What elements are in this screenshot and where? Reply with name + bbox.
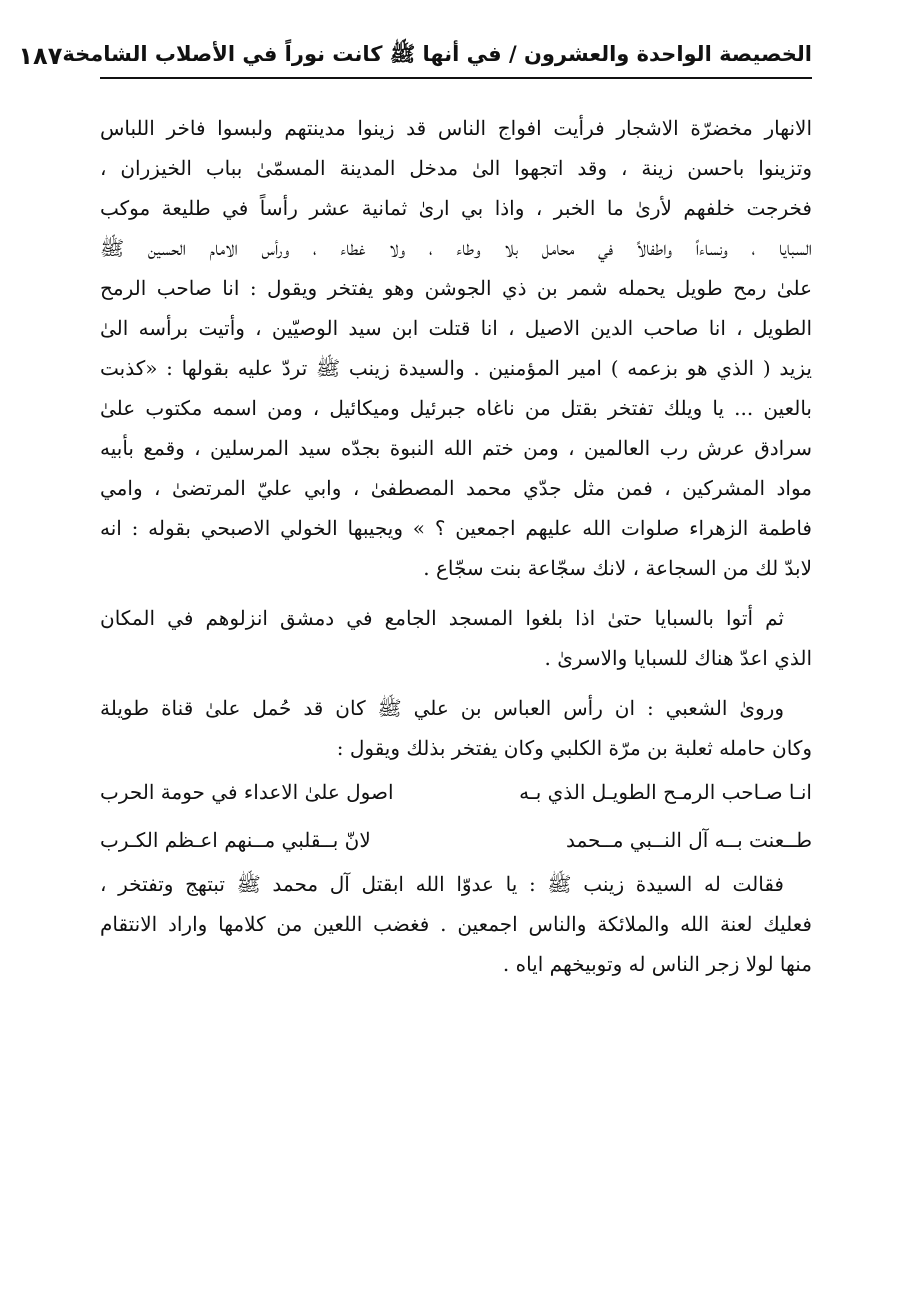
hemistich-second: لانّ بــقلبي مــنهم اعـظم الكـرب xyxy=(100,828,371,852)
text-line: ثم أتوا بالسبايا حتىٰ اذا بلغوا المسجد الجامع في دمشق انزلوهم في المكان xyxy=(100,606,784,630)
paragraph-2 xyxy=(100,598,812,678)
text-line: فاطمة الزهراء صلوات الله عليهم اجمعين ؟ » ويجيبها الخولي الاصبحي بقوله : انه xyxy=(100,516,812,540)
text-line: الطويل ، انا صاحب الدين الاصيل ، انا قتلت ابن سيد الوصيّين ، وأتيت برأسه الىٰ xyxy=(100,316,812,340)
page-number: ١٨٧ xyxy=(18,42,63,70)
running-title: الخصيصة الواحدة والعشرون / في أنها ﷺ كانت نوراً في الأصلاب الشامخة xyxy=(62,41,812,66)
text-line: الذي اعدّ هناك للسبايا والاسرىٰ . xyxy=(544,646,812,670)
page-body xyxy=(100,108,812,984)
text-line: لابدّ لك من السجاعة ، لانك سجّاعة بنت سجّاع . xyxy=(423,556,812,580)
paragraph-gap xyxy=(100,588,812,598)
poem xyxy=(100,768,812,864)
header-rule xyxy=(100,77,812,79)
text-line: فعليك لعنة الله والملائكة والناس اجمعين . فغضب اللعين من كلامها واراد الانتقام xyxy=(100,912,812,936)
text-line: سرادق عرش رب العالمين ، ومن ختم الله النبوة بجدّه سيد المرسلين ، وقمع بأبيه xyxy=(100,436,812,460)
poem-verse xyxy=(100,816,812,864)
page-header xyxy=(18,36,812,76)
paragraph-1 xyxy=(100,108,812,588)
text-line: يزيد ( الذي هو بزعمه ) امير المؤمنين . والسيدة زينب ﷺ تردّ عليه بقولها : «كذبت xyxy=(100,356,812,380)
text-line: منها لولا زجر الناس له وتوبيخهم اياه . xyxy=(502,952,812,976)
text-line: وتزينوا باحسن زينة ، وقد اتجهوا الىٰ مدخل المدينة المسمّىٰ بباب الخيزران ، xyxy=(100,156,812,180)
paragraph-4 xyxy=(100,864,812,984)
text-line: مواد المشركين ، فمن مثل جدّي محمد المصطفىٰ ، وابي عليّ المرتضىٰ ، وامي xyxy=(100,476,812,500)
text-line: الانهار مخضرّة الاشجار فرأيت افواج الناس قد زينوا مدينتهم ولبسوا فاخر اللباس xyxy=(100,116,812,140)
paragraph-3 xyxy=(100,688,812,768)
text-line: بالعين ... يا ويلك تفتخر بقتل من ناغاه جبرئيل وميكائيل ، ومن اسمه مكتوب علىٰ xyxy=(100,396,812,420)
poem-verse xyxy=(100,768,812,816)
text-line: السبايا ، ونساءاً واطفالاً في محامل بلا وطاء ، ولا غطاء ، ورأس الامام الحسين ﷺ xyxy=(100,236,812,260)
text-line: علىٰ رمح طويل يحمله شمر بن ذي الجوشن وهو يفتخر ويقول : انا صاحب الرمح xyxy=(100,276,812,300)
paragraph-gap xyxy=(100,678,812,688)
hemistich-first: انـا صـاحب الرمـح الطويـل الذي بـه xyxy=(519,780,812,804)
text-line: فقالت له السيدة زينب ﷺ : يا عدوّا الله ابقتل آل محمد ﷺ تبتهج وتفتخر ، xyxy=(100,872,784,896)
text-line: وكان حامله ثعلبة بن مرّة الكلبي وكان يفتخر بذلك ويقول : xyxy=(336,736,812,760)
hemistich-second: اصول علىٰ الاعداء في حومة الحرب xyxy=(100,780,394,804)
text-line: وروىٰ الشعبي : ان رأس العباس بن علي ﷺ كان قد حُمل علىٰ قناة طويلة xyxy=(100,696,784,720)
text-line: فخرجت خلفهم لأرىٰ ما الخبر ، واذا بي ارىٰ ثمانية عشر رأساً في طليعة موكب xyxy=(100,196,812,220)
hemistich-first: طــعنت بــه آل النــبي مــحمد xyxy=(566,828,812,852)
